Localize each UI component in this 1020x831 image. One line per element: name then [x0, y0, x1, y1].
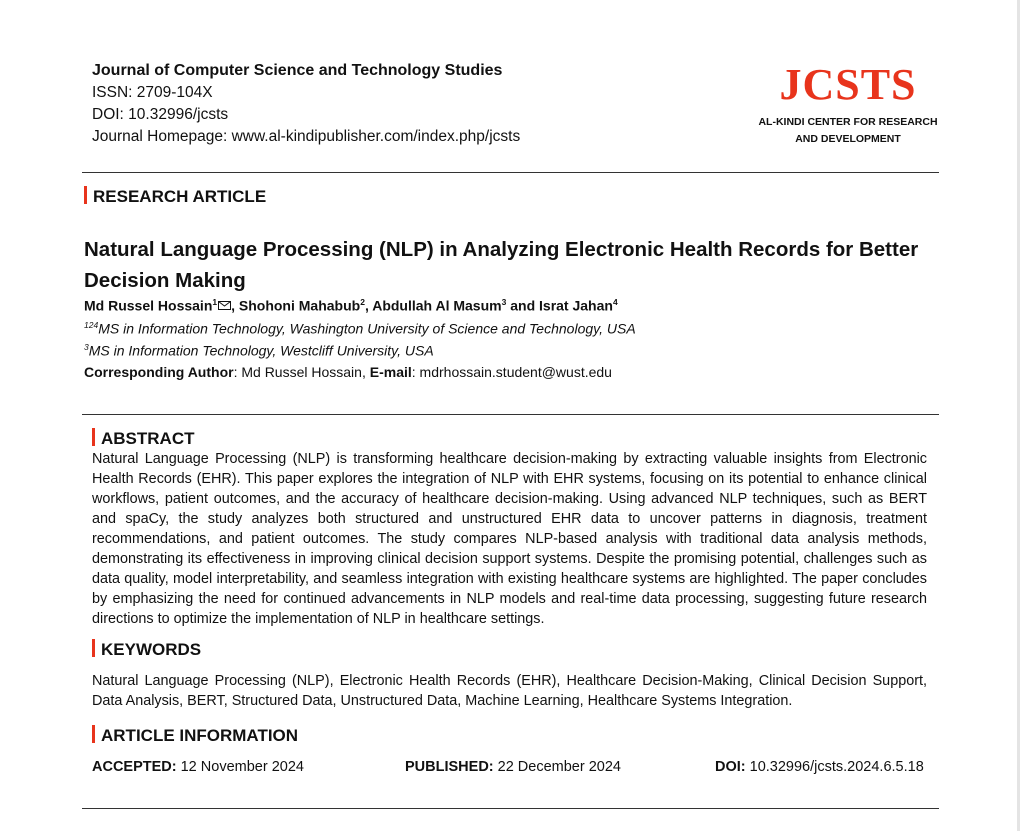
- abstract-heading-text: ABSTRACT: [101, 429, 195, 448]
- journal-logo: [748, 60, 948, 148]
- doi-label: DOI:: [715, 759, 746, 775]
- keywords-heading-text: KEYWORDS: [101, 640, 202, 659]
- accent-bar: [92, 428, 95, 446]
- keywords-heading: [92, 639, 201, 660]
- article-title: Natural Language Processing (NLP) in Analyzing Electronic Health Records for Better Decision Making: [84, 238, 919, 292]
- divider: [82, 414, 939, 415]
- keywords-text: Natural Language Processing (NLP), Electronic Health Records (EHR), Healthcare Decision-Making, Clinical Decision Support, Data Analysis, BERT, Structured Data, Unstructured Data, Machine Learning, Healthcare Systems Integration.: [92, 673, 927, 709]
- author-name: Israt Jahan: [539, 297, 613, 314]
- journal-issn: ISSN: 2709-104X: [92, 84, 213, 101]
- corresponding-author-label: Corresponding Author: [84, 364, 234, 380]
- abstract-text: Natural Language Processing (NLP) is transforming healthcare decision-making by extracting valuable insights from Electronic Health Records (EHR). This paper explores the integration of NLP with EHR systems, focusing on its potential to enhance clinical workflows, patient outcomes, and the accuracy of healthcare decision-making. Using advanced NLP techniques, such as BERT and spaCy, the study analyzes both structured and unstructured EHR data to uncover patterns in diagnosis, treatment recommendations, and patient outcomes. The study compares NLP-based analysis with traditional data analysis methods, demonstrating its effectiveness in improving clinical decision support systems. Despite the promising potential, challenges such as data quality, model interpretability, and seamless integration with existing healthcare systems are highlighted. The paper concludes by emphasizing the need for continued advancements in NLP models and real-time data processing, suggesting future research directions to optimize the implementation of NLP in healthcare settings.: [92, 451, 927, 627]
- email-label: E-mail: [369, 364, 412, 380]
- published-value: 22 December 2024: [493, 759, 621, 775]
- author-affiliation-mark: 1: [212, 297, 218, 307]
- accent-bar: [84, 186, 87, 204]
- article-info-heading: [92, 725, 298, 746]
- author-affiliation-mark: 2: [360, 297, 365, 307]
- logo-text: JCSTS: [779, 60, 917, 109]
- accent-bar: [92, 639, 95, 657]
- author-name: Shohoni Mahabub: [238, 297, 361, 314]
- affiliation-text: MS in Information Technology, Westcliff University, USA: [88, 342, 434, 359]
- envelope-icon: [218, 301, 231, 310]
- affiliation-mark: 3: [84, 342, 89, 352]
- affiliation: [84, 342, 434, 359]
- article-type: RESEARCH ARTICLE: [93, 187, 267, 206]
- author-affiliation-mark: 3: [501, 297, 507, 307]
- author-name: Abdullah Al Masum: [372, 297, 502, 314]
- logo-subtitle-line1: AL-KINDI CENTER FOR RESEARCH: [758, 116, 938, 128]
- affiliation-text: MS in Information Technology, Washington University of Science and Technology, USA: [98, 320, 636, 337]
- journal-doi: DOI: 10.32996/jcsts: [92, 106, 229, 123]
- divider: [82, 172, 939, 173]
- author-separator: ,: [231, 297, 239, 314]
- affiliation: [84, 320, 636, 337]
- published-date: [405, 759, 621, 775]
- logo-subtitle-line2: AND DEVELOPMENT: [795, 133, 901, 145]
- journal-info: [92, 60, 520, 148]
- accepted-date: [92, 759, 304, 775]
- article-info-heading-text: ARTICLE INFORMATION: [101, 726, 299, 745]
- logo-subtitle: [748, 114, 948, 148]
- divider: [82, 808, 939, 809]
- accepted-label: ACCEPTED:: [92, 759, 177, 775]
- author-affiliation-mark: 4: [612, 297, 618, 307]
- author-name: Md Russel Hossain: [84, 297, 213, 314]
- accent-bar: [92, 725, 95, 743]
- article-doi: [715, 759, 924, 775]
- doi-value[interactable]: 10.32996/jcsts.2024.6.5.18: [745, 759, 924, 775]
- author-separator: ,: [364, 297, 373, 314]
- accepted-value: 12 November 2024: [176, 759, 304, 775]
- author-conjunction: and: [506, 297, 540, 314]
- abstract-heading: [92, 428, 195, 449]
- corresponding-author-name: : Md Russel Hossain,: [233, 364, 370, 380]
- article-type-heading: [84, 186, 266, 207]
- email-address[interactable]: : mdrhossain.student@wust.edu: [411, 364, 612, 380]
- affiliation-mark: 124: [84, 320, 99, 330]
- author-list: [84, 297, 618, 314]
- journal-name: Journal of Computer Science and Technology Studies: [92, 62, 503, 79]
- corresponding-author: [84, 364, 612, 380]
- published-label: PUBLISHED:: [405, 759, 494, 775]
- journal-homepage: Journal Homepage: www.al-kindipublisher.com/index.php/jcsts: [92, 128, 521, 145]
